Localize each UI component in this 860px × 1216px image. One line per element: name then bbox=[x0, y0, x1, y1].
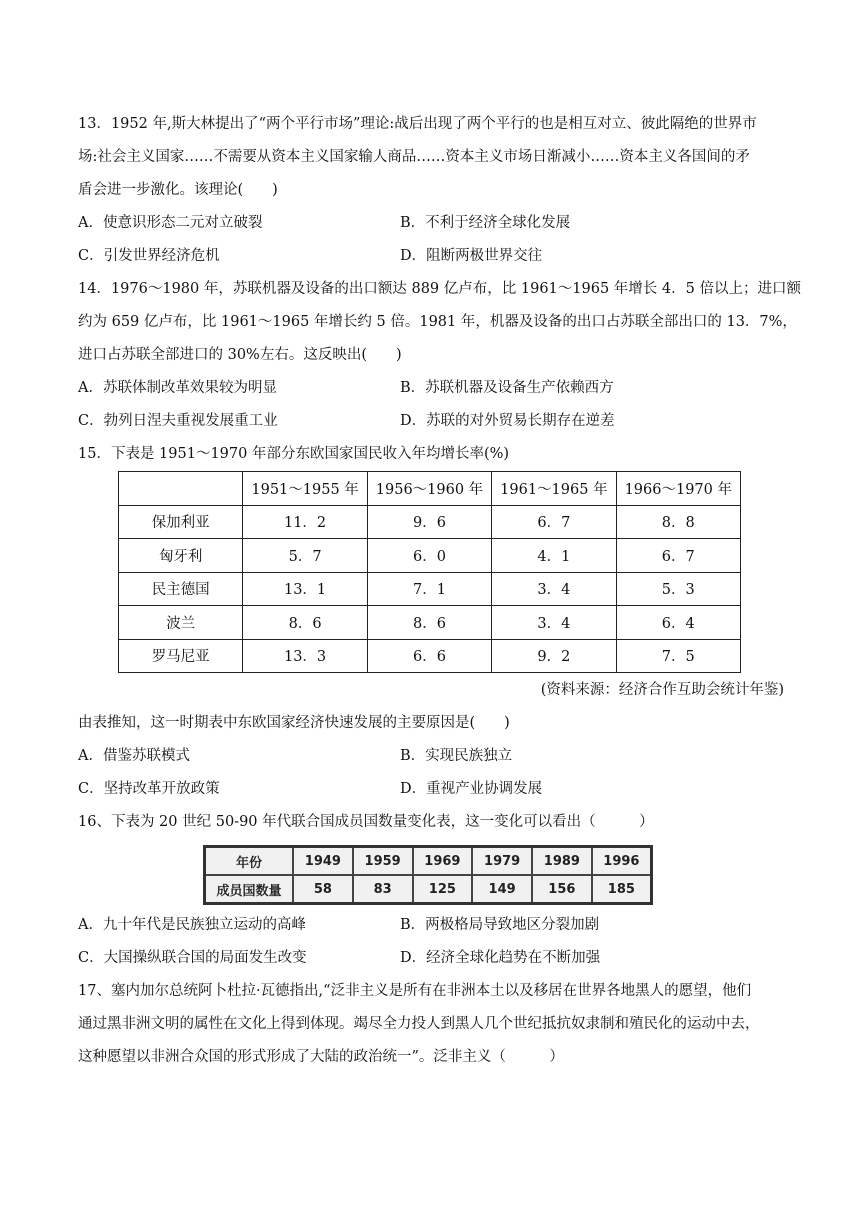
table-cell: 6．0 bbox=[367, 539, 491, 573]
table-cell: 9．2 bbox=[492, 639, 616, 673]
table-cell: 5．7 bbox=[243, 539, 367, 573]
table-cell: 13．3 bbox=[243, 639, 367, 673]
table-cell: 民主德国 bbox=[119, 572, 243, 606]
table-cell: 波兰 bbox=[119, 606, 243, 640]
question-14-option-b: B．苏联机器及设备生产依赖西方 bbox=[400, 380, 614, 396]
table-cell: 149 bbox=[472, 875, 532, 904]
table-cell: 8．6 bbox=[243, 606, 367, 640]
question-16-options-row-2 bbox=[78, 942, 784, 975]
question-16-option-c: C．大国操纵联合国的局面发生改变 bbox=[78, 950, 307, 966]
question-13-options-row-1 bbox=[78, 207, 784, 240]
question-13-line-1: 13．1952 年,斯大林提出了“两个平行市场”理论:战后出现了两个平行的也是相互对立、彼此隔绝的世界市 bbox=[78, 116, 757, 132]
un-members-scanned-table bbox=[203, 845, 784, 905]
question-14-options-row-1 bbox=[78, 372, 784, 405]
table-cell: 1996 bbox=[592, 847, 652, 876]
table-row bbox=[205, 847, 652, 876]
growth-rate-table bbox=[118, 471, 741, 673]
table-row bbox=[119, 606, 741, 640]
question-16-option-a: A．九十年代是民族独立运动的高峰 bbox=[78, 917, 306, 933]
un-members-table bbox=[203, 845, 653, 905]
table-cell: 156 bbox=[532, 875, 592, 904]
table-cell: 5．3 bbox=[616, 572, 740, 606]
table-source-note: (资料来源：经济合作互助会统计年鉴) bbox=[540, 682, 784, 698]
table-row bbox=[119, 539, 741, 573]
question-16 bbox=[78, 806, 784, 975]
table-cell: 1949 bbox=[293, 847, 353, 876]
question-16-options-row-1 bbox=[78, 909, 784, 942]
table-cell: 1989 bbox=[532, 847, 592, 876]
question-15-intro: 15．下表是 1951～1970 年部分东欧国家国民收入年均增长率(%) bbox=[78, 446, 510, 462]
table-cell: 1969 bbox=[413, 847, 473, 876]
table-cell: 8．8 bbox=[616, 505, 740, 539]
table-row bbox=[119, 505, 741, 539]
table-cell: 83 bbox=[353, 875, 413, 904]
question-16-intro: 16、下表为 20 世纪 50-90 年代联合国成员国数量变化表，这一变化可以看出（ ） bbox=[78, 814, 654, 830]
question-15-stem: 由表推知，这一时期表中东欧国家经济快速发展的主要原因是( ) bbox=[78, 715, 510, 731]
table-header-cell: 1966～1970 年 bbox=[616, 472, 740, 506]
question-14-option-d: D．苏联的对外贸易长期存在逆差 bbox=[400, 413, 615, 429]
table-cell: 13．1 bbox=[243, 572, 367, 606]
question-14-line-3: 进口占苏联全部进口的 30%左右。这反映出( ) bbox=[78, 347, 402, 363]
exam-page bbox=[78, 108, 801, 1074]
table-row bbox=[119, 572, 741, 606]
question-15-options-row-1 bbox=[78, 740, 784, 773]
table-cell: 1959 bbox=[353, 847, 413, 876]
question-15-options-row-2 bbox=[78, 773, 784, 806]
question-13-option-a: A．使意识形态二元对立破裂 bbox=[78, 215, 263, 231]
table-header-cell: 1956～1960 年 bbox=[367, 472, 491, 506]
question-14-line-1: 14．1976～1980 年，苏联机器及设备的出口额达 889 亿卢布，比 1961～1965 年增长 4．5 倍以上；进口额 bbox=[78, 281, 801, 297]
question-17 bbox=[78, 975, 784, 1074]
table-cell: 7．1 bbox=[367, 572, 491, 606]
table-row bbox=[205, 875, 652, 904]
question-13-line-2: 场:社会主义国家……不需要从资本主义国家输人商品……资本主义市场日渐减小……资本主义各国间的矛 bbox=[78, 149, 750, 165]
question-13 bbox=[78, 108, 784, 273]
table-cell: 3．4 bbox=[492, 572, 616, 606]
table-cell: 1979 bbox=[472, 847, 532, 876]
table-cell: 6．7 bbox=[492, 505, 616, 539]
table-row bbox=[119, 639, 741, 673]
table-header-cell bbox=[119, 472, 243, 506]
count-label: 成员国数量 bbox=[205, 875, 294, 904]
table-cell: 6．7 bbox=[616, 539, 740, 573]
table-cell: 7．5 bbox=[616, 639, 740, 673]
table-cell: 11．2 bbox=[243, 505, 367, 539]
table-header-cell: 1961～1965 年 bbox=[492, 472, 616, 506]
question-14 bbox=[78, 273, 801, 438]
question-15-option-c: C．坚持改革开放政策 bbox=[78, 781, 220, 797]
table-cell: 匈牙利 bbox=[119, 539, 243, 573]
table-cell: 58 bbox=[293, 875, 353, 904]
question-14-option-c: C．勃列日涅夫重视发展重工业 bbox=[78, 413, 278, 429]
table-cell: 8．6 bbox=[367, 606, 491, 640]
question-14-option-a: A．苏联体制改革效果较为明显 bbox=[78, 380, 277, 396]
table-cell: 3．4 bbox=[492, 606, 616, 640]
year-label: 年份 bbox=[205, 847, 294, 876]
table-cell: 6．6 bbox=[367, 639, 491, 673]
table-cell: 125 bbox=[413, 875, 473, 904]
question-17-line-3: 这种愿望以非洲合众国的形式形成了大陆的政治统一”。泛非主义（ ） bbox=[78, 1049, 564, 1065]
question-14-line-2: 约为 659 亿卢布，比 1961～1965 年增长约 5 倍。1981 年，机器及设备的出口占苏联全部出口的 13．7%， bbox=[78, 314, 797, 330]
question-13-option-c: C．引发世界经济危机 bbox=[78, 248, 220, 264]
question-14-options-row-2 bbox=[78, 405, 784, 438]
table-cell: 9．6 bbox=[367, 505, 491, 539]
table-cell: 185 bbox=[592, 875, 652, 904]
question-16-option-b: B．两极格局导致地区分裂加剧 bbox=[400, 917, 600, 933]
question-13-option-d: D．阻断两极世界交往 bbox=[400, 248, 543, 264]
table-cell: 保加利亚 bbox=[119, 505, 243, 539]
table-header-row bbox=[119, 472, 741, 506]
question-15-option-a: A．借鉴苏联模式 bbox=[78, 748, 190, 764]
question-16-option-d: D．经济全球化趋势在不断加强 bbox=[400, 950, 601, 966]
question-13-options-row-2 bbox=[78, 240, 784, 273]
question-13-line-3: 盾会进一步激化。该理论( ) bbox=[78, 182, 278, 198]
question-17-line-1: 17、塞内加尔总统阿卜杜拉·瓦德指出,“泛非主义是所有在非洲本土以及移居在世界各地黑人的愿望，他们 bbox=[78, 983, 752, 999]
table-cell: 4．1 bbox=[492, 539, 616, 573]
question-15 bbox=[78, 438, 784, 806]
table-header-cell: 1951～1955 年 bbox=[243, 472, 367, 506]
table-cell: 罗马尼亚 bbox=[119, 639, 243, 673]
question-15-option-d: D．重视产业协调发展 bbox=[400, 781, 543, 797]
question-17-line-2: 通过黑非洲文明的属性在文化上得到体现。竭尽全力投人到黑人几个世纪抵抗奴隶制和殖民化的运动中去， bbox=[78, 1016, 760, 1032]
question-13-option-b: B．不利于经济全球化发展 bbox=[400, 215, 571, 231]
table-cell: 6．4 bbox=[616, 606, 740, 640]
question-15-option-b: B．实现民族独立 bbox=[400, 748, 513, 764]
